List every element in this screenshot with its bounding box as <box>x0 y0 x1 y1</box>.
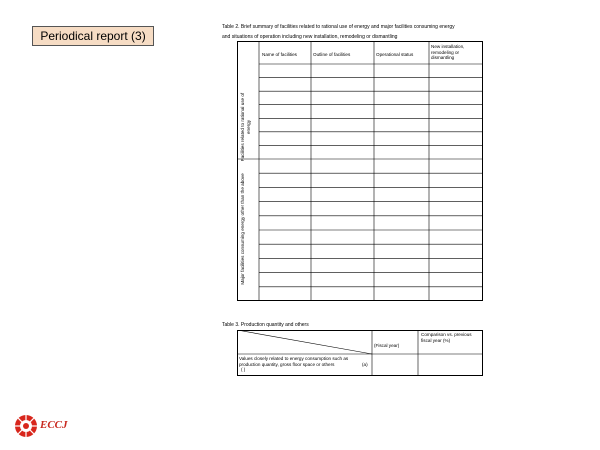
eccj-logo-icon <box>14 414 38 438</box>
table2-header-outline: Outline of facilities <box>313 52 351 57</box>
table2-header-status: Operational status <box>376 52 414 57</box>
table3-col-fiscal: (Fiscal year) <box>374 343 400 348</box>
table2-group2-label: Major facilities consuming energy other than the above <box>240 173 245 285</box>
table3-col-compare: Comparison vs. previous fiscal year (%) <box>421 332 472 343</box>
table3-caption: Table 3. Production quantity and others <box>222 322 309 328</box>
table2-group1-label: Facilities related to rational use of energy <box>240 92 251 162</box>
table2-caption-line1: Table 2. Brief summary of facilities related to rational use of energy and major facilities consuming energy <box>222 24 455 30</box>
table2-header-new-installation: New installation, remodeling or dismantling <box>431 44 465 60</box>
table3-paren-mark: ( ) <box>241 367 246 372</box>
table3-row-label: Values closely related to energy consumption such as production quantity, gross floor space or others <box>239 356 349 367</box>
table2-header-name: Name of facilities <box>262 52 297 57</box>
eccj-logo-text: ECCJ <box>40 419 68 431</box>
table2-caption-line2: and situations of operation including new installation, remodeling or dismantling <box>222 34 398 40</box>
table3 <box>237 330 483 376</box>
page-title: Periodical report (3) <box>32 26 154 46</box>
table3-unit-mark: (a) <box>362 361 368 367</box>
table2-grid <box>237 41 483 301</box>
